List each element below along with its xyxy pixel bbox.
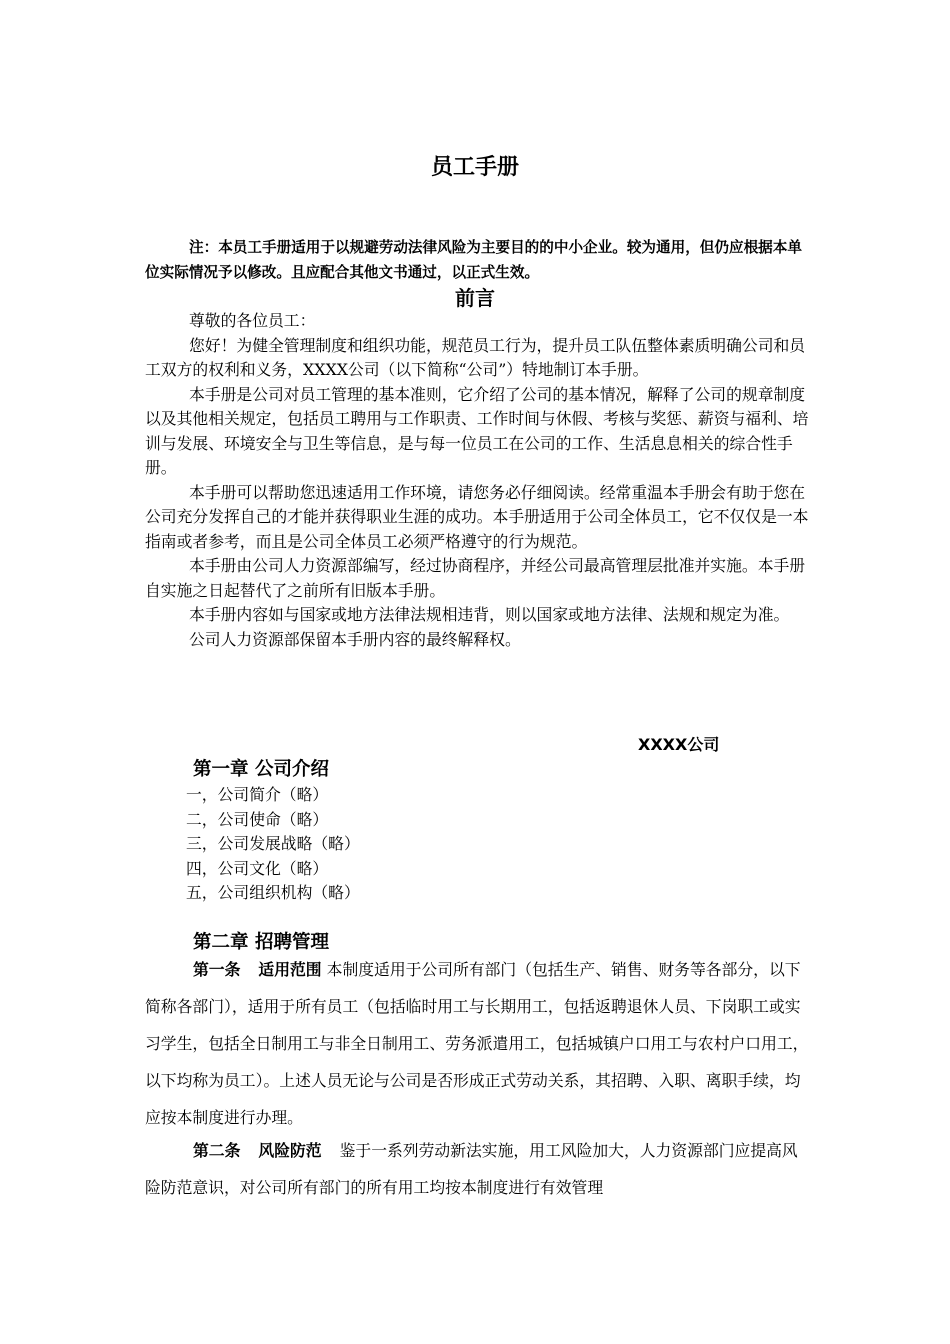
preface-greeting: 尊敬的各位员工： bbox=[189, 311, 316, 330]
article-name: 风险防范 bbox=[258, 1141, 322, 1160]
preface-body bbox=[145, 309, 810, 652]
article-text: 本制度适用于公司所有部门（包括生产、销售、财务等各部分，以下简称各部门），适用于所有员工（包括临时用工与长期用工，包括返聘退休人员、下岗职工或实习学生，包括全日制用工与非全日制用工、劳务派遣用工，包括城镇户口用工与农村户口用工，以下均称为员工）。上述人员无论与公司是否形成正式劳动关系，其招聘、入职、离职手续，均应按本制度进行办理。 bbox=[145, 960, 809, 1127]
article-name: 适用范围 bbox=[258, 960, 322, 979]
preface-paragraph: 本手册内容如与国家或地方法律法规相违背，则以国家或地方法律、法规和规定为准。 bbox=[189, 605, 790, 624]
article-1 bbox=[145, 951, 810, 1136]
article-2 bbox=[145, 1132, 810, 1206]
list-item: 二，公司使命（略） bbox=[186, 809, 329, 829]
preface-paragraph: 本手册可以帮助您迅速适用工作环境，请您务必仔细阅读。经常重温本手册会有助于您在公司充分发挥自己的才能并获得职业生涯的成功。本手册适用于公司全体员工，它不仅仅是一本指南或者参考，而且是公司全体员工必须严格遵守的行为规范。 bbox=[145, 482, 809, 551]
article-number: 第一条 bbox=[193, 960, 241, 979]
preface-heading: 前言 bbox=[455, 286, 495, 310]
usage-note: 注：本员工手册适用于以规避劳动法律风险为主要目的的中小企业。较为通用，但仍应根据本单位实际情况予以修改。且应配合其他文书通过，以正式生效。 bbox=[145, 239, 802, 281]
article-number: 第二条 bbox=[193, 1141, 241, 1160]
chapter-1-heading: 第一章 公司介绍 bbox=[193, 759, 329, 780]
list-item: 一，公司简介（略） bbox=[186, 785, 329, 804]
list-item: 五，公司组织机构（略） bbox=[186, 883, 360, 903]
preface-paragraph: 公司人力资源部保留本手册内容的最终解释权。 bbox=[189, 629, 521, 649]
preface-paragraph: 本手册是公司对员工管理的基本准则，它介绍了公司的基本情况，解释了公司的规章制度以及其他相关规定，包括员工聘用与工作职责、工作时间与休假、考核与奖惩、薪资与福利、培训与发展、环境安全与卫生等信息，是与每一位员工在公司的工作、生活息息相关的综合性手册。 bbox=[145, 384, 809, 477]
list-item: 四，公司文化（略） bbox=[186, 858, 329, 878]
preface-paragraph: 本手册由公司人力资源部编写，经过协商程序，并经公司最高管理层批准并实施。本手册自实施之日起替代了之前所有旧版本手册。 bbox=[145, 556, 806, 600]
article-text: 鉴于一系列劳动新法实施，用工风险加大，人力资源部门应提高风险防范意识，对公司所有部门的所有用工均按本制度进行有效管理 bbox=[145, 1141, 798, 1197]
document-title: 员工手册 bbox=[430, 155, 519, 180]
chapter-2-heading: 第二章 招聘管理 bbox=[193, 932, 329, 953]
chapter-1-list bbox=[186, 783, 360, 906]
preface-paragraph: 您好！为健全管理制度和组织功能，规范员工行为，提升员工队伍整体素质明确公司和员工双方的权利和义务，XXXX公司（以下简称“公司”）特地制订本手册。 bbox=[145, 335, 806, 379]
list-item: 三，公司发展战略（略） bbox=[186, 834, 360, 854]
company-signature: XXXX公司 bbox=[638, 735, 720, 754]
